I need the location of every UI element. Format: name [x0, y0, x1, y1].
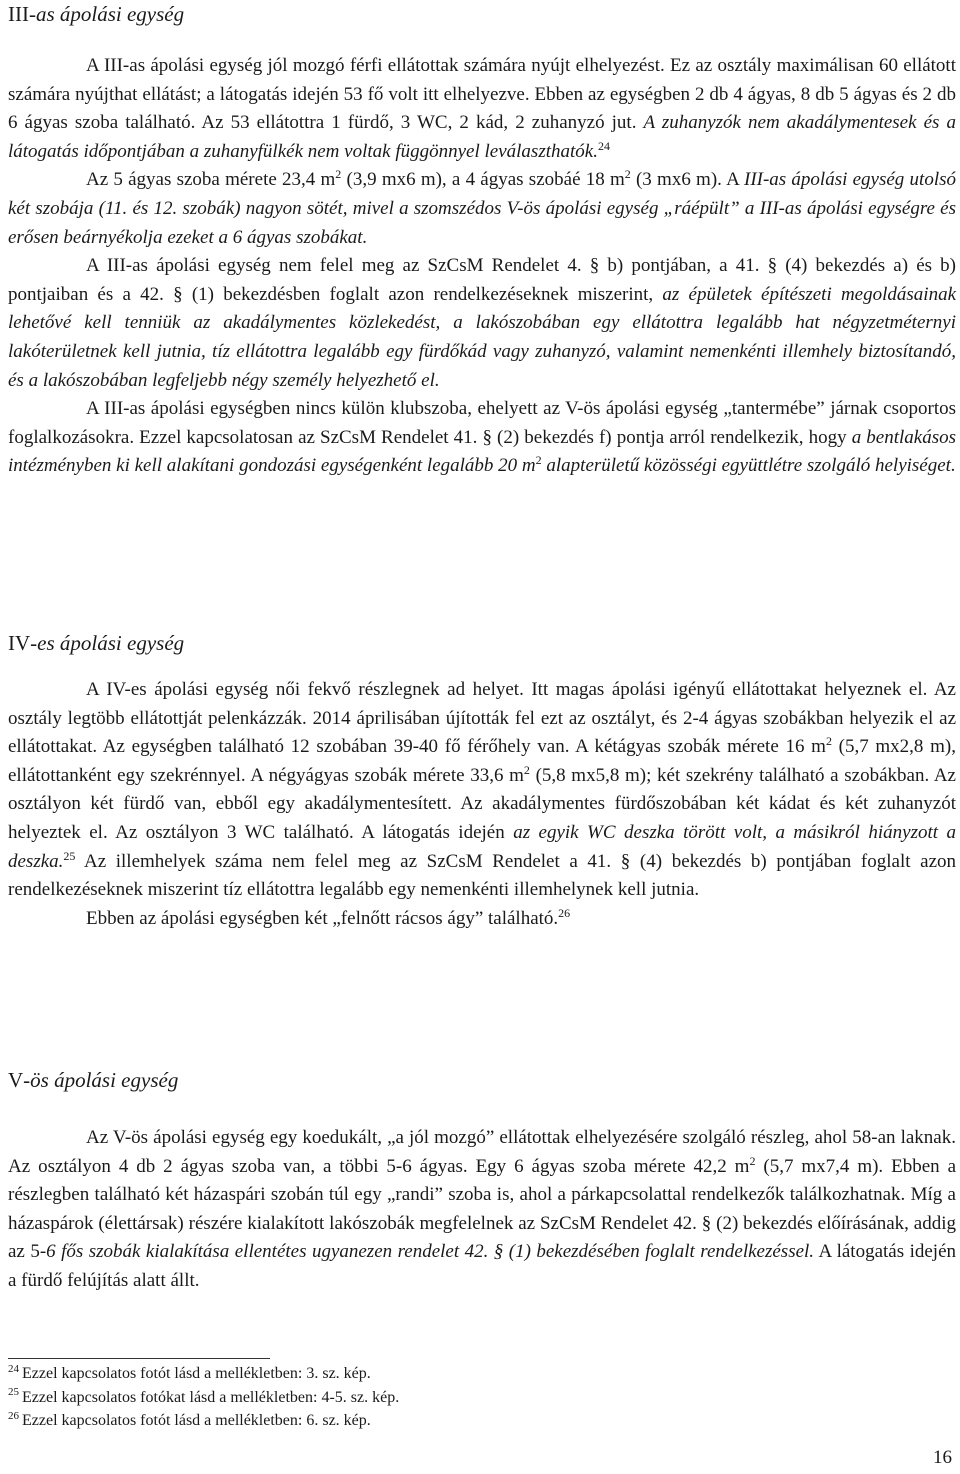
heading-rest: -as ápolási egység	[28, 2, 185, 26]
footnote-number: 26	[8, 1409, 19, 1422]
text-run: (3,9 mx6 m), a 4 ágyas szobáé 18 m	[341, 169, 625, 191]
italic-run: az egyik WC deszka törött volt, a másikról hiányzott a deszka.	[8, 821, 956, 872]
superscript: 2	[825, 734, 832, 748]
section-heading-iv	[8, 631, 184, 655]
paragraph	[8, 395, 956, 481]
paragraph	[8, 905, 956, 934]
text-run: Az 5 ágyas szoba mérete 23,4 m	[86, 169, 336, 191]
superscript: 2	[624, 167, 631, 182]
page-number: 16	[933, 1447, 952, 1468]
superscript: 26	[558, 905, 571, 920]
paragraph	[8, 1124, 956, 1296]
italic-run: a bentlakásos intézményben ki kell alakítani gondozási egységenként legalább 20 m	[8, 426, 956, 477]
section-heading-v	[8, 1068, 178, 1092]
italic-run: A zuhanyzók nem akadálymentesek és a látogatás időpontjában a zuhanyfülkék nem voltak függönnyel leválaszthatók.	[8, 112, 956, 162]
text-run: Ebben az ápolási egységben két „felnőtt rácsos ágy” található.	[86, 907, 559, 929]
footnote	[8, 1409, 908, 1433]
paragraph	[8, 676, 956, 905]
paragraph	[8, 166, 956, 252]
section-heading-iii	[8, 2, 184, 26]
text-run: A látogatás idején a fürdő felújítás alatt állt.	[8, 1241, 957, 1291]
superscript: 25	[63, 848, 76, 863]
heading-prefix: V	[8, 1068, 24, 1092]
text-run: (3 mx6 m). A	[630, 169, 744, 191]
italic-run: alapterületű közösségi együttlétre szolgáló helyiséget.	[541, 455, 956, 477]
italic-run: az épületek építészeti megoldásainak lehetővé kell tenniük az akadálymentes közlekedést, a lakószobában egy ellátottra legalább hat négyzetméternyi lakóterületnek kell jutnia, tíz ellátottra legalább egy fürdőkád vagy zuhanyzó, valamint nemenkénti illemhely biztosítandó, és a lakószobában legfeljebb négy személy helyezhető el.	[8, 283, 956, 391]
heading-prefix: IV	[8, 631, 31, 655]
text-run: (5,7 mx2,8 m), ellátottanként egy szekrénnyel. A négyágyas szobák mérete 33,6 m	[8, 736, 956, 786]
text-run: A III-as ápolási egység nem felel meg az SzCsM Rendelet 4. § b) pontjában, a 41. § (4) bekezdés a) és b) pontjaiban és a 42. § (1) bekezdésben foglalt azon rendelkezéseknek miszerint,	[8, 255, 956, 305]
superscript: 24	[597, 138, 610, 153]
footnote-text: Ezzel kapcsolatos fotót lásd a mellékletben: 6. sz. kép.	[22, 1412, 371, 1429]
text-run: A III-as ápolási egységben nincs külön klubszoba, ehelyett az V-ös ápolási egység „tantermébe” járnak csoportos foglalkozásokra. Ezzel kapcsolatosan az SzCsM Rendelet 41. § (2) bekezdés f) pontja arról rendelkezik, hogy	[8, 398, 956, 448]
heading-rest: -es ápolási egység	[30, 631, 185, 655]
section-body-v	[8, 1124, 956, 1296]
text-run: Az V-ös ápolási egység egy koedukált, „a jól mozgó” ellátottak elhelyezésére szolgáló részleg, ahol 58-an laknak. Az osztályon 4 db 2 ágyas szoba van, a többi 5-6 ágyas. Egy 6 ágyas szoba mérete 42,2 m	[8, 1127, 956, 1177]
footnote-number: 25	[8, 1386, 19, 1399]
superscript: 2	[749, 1153, 756, 1168]
text-run: A IV-es ápolási egység női fekvő részlegnek ad helyet. Itt magas ápolási igényű ellátottakat helyeznek el. Az osztály legtöbb ellátottját pelenkázzák. 2014 áprilisában újították fel ezt az osztályt, és 2-4 ágyas szobákban helyezik el az ellátottakat. Az egységben található 12 szobában 39-40 fő férőhely van. A kétágyas szobák mérete 16 m	[8, 679, 956, 758]
heading-rest: -ös ápolási egység	[23, 1068, 179, 1092]
superscript: 2	[335, 167, 342, 182]
footnote-number: 24	[8, 1362, 19, 1375]
text-run: (5,8 mx5,8 m); két szekrény található a szobákban. Az osztályon két fürdő van, ebből egy akadálymentesített. Az akadálymentes fürdőszobában két kádat és két zuhanyzót helyeztek el. Az osztályon 3 WC található. A látogatás idején	[8, 764, 956, 843]
footnote	[8, 1362, 908, 1386]
section-body-iv	[8, 676, 956, 933]
superscript: 2	[523, 762, 530, 777]
text-run: (5,7 mx7,4 m). Ebben a részlegben található két házaspári szobán túl egy „randi” szoba is, ahol a párkapcsolattal rendelkezők találkozhatnak. Míg a házaspárok (élettársak) részére kialakított lakószobák megfelelnek az SzCsM Rendelet 42. § (2) bekezdés előírásának, addig az 5-	[8, 1155, 957, 1263]
text-run: A III-as ápolási egység jól mozgó férfi ellátottak számára nyújt elhelyezést. Ez az osztály maximálisan 60 ellátott számára nyújthat ellátást; a látogatás idején 53 fő volt itt elhelyezve. Ebben az egységben 2 db 4 ágyas, 8 db 5 ágyas és 2 db 6 ágyas szoba található. Az 53 ellátottra 1 fürdő, 3 WC, 2 kád, 2 zuhanyzó jut.	[8, 55, 956, 134]
italic-run: III-as ápolási egység utolsó két szobája (11. és 12. szobák) nagyon sötét, mivel a szomszédos V-ös ápolási egység „ráépült” a III-as ápolási egységre és erősen beárnyékolja ezeket a 6 ágyas szobákat.	[8, 169, 956, 248]
text-run: Az illemhelyek száma nem felel meg az SzCsM Rendelet a 41. § (4) bekezdés b) pontjában foglalt azon rendelkezéseknek miszerint tíz ellátottra legalább egy nemenkénti illemhelynek kell jutnia.	[8, 850, 956, 901]
italic-run: 6 fős szobák kialakítása ellentétes ugyanezen rendelet 42. § (1) bekezdésében foglalt rendelkezéssel.	[46, 1241, 815, 1263]
heading-prefix: III	[8, 2, 29, 26]
section-body-iii	[8, 52, 956, 481]
footnote-text: Ezzel kapcsolatos fotót lásd a mellékletben: 3. sz. kép.	[22, 1365, 371, 1382]
footnote	[8, 1386, 908, 1410]
superscript: 2	[535, 453, 542, 468]
footnotes	[8, 1362, 908, 1433]
paragraph	[8, 52, 956, 166]
footnote-text: Ezzel kapcsolatos fotókat lásd a mellékletben: 4-5. sz. kép.	[22, 1388, 400, 1406]
footnote-separator	[8, 1358, 270, 1359]
paragraph	[8, 252, 956, 395]
